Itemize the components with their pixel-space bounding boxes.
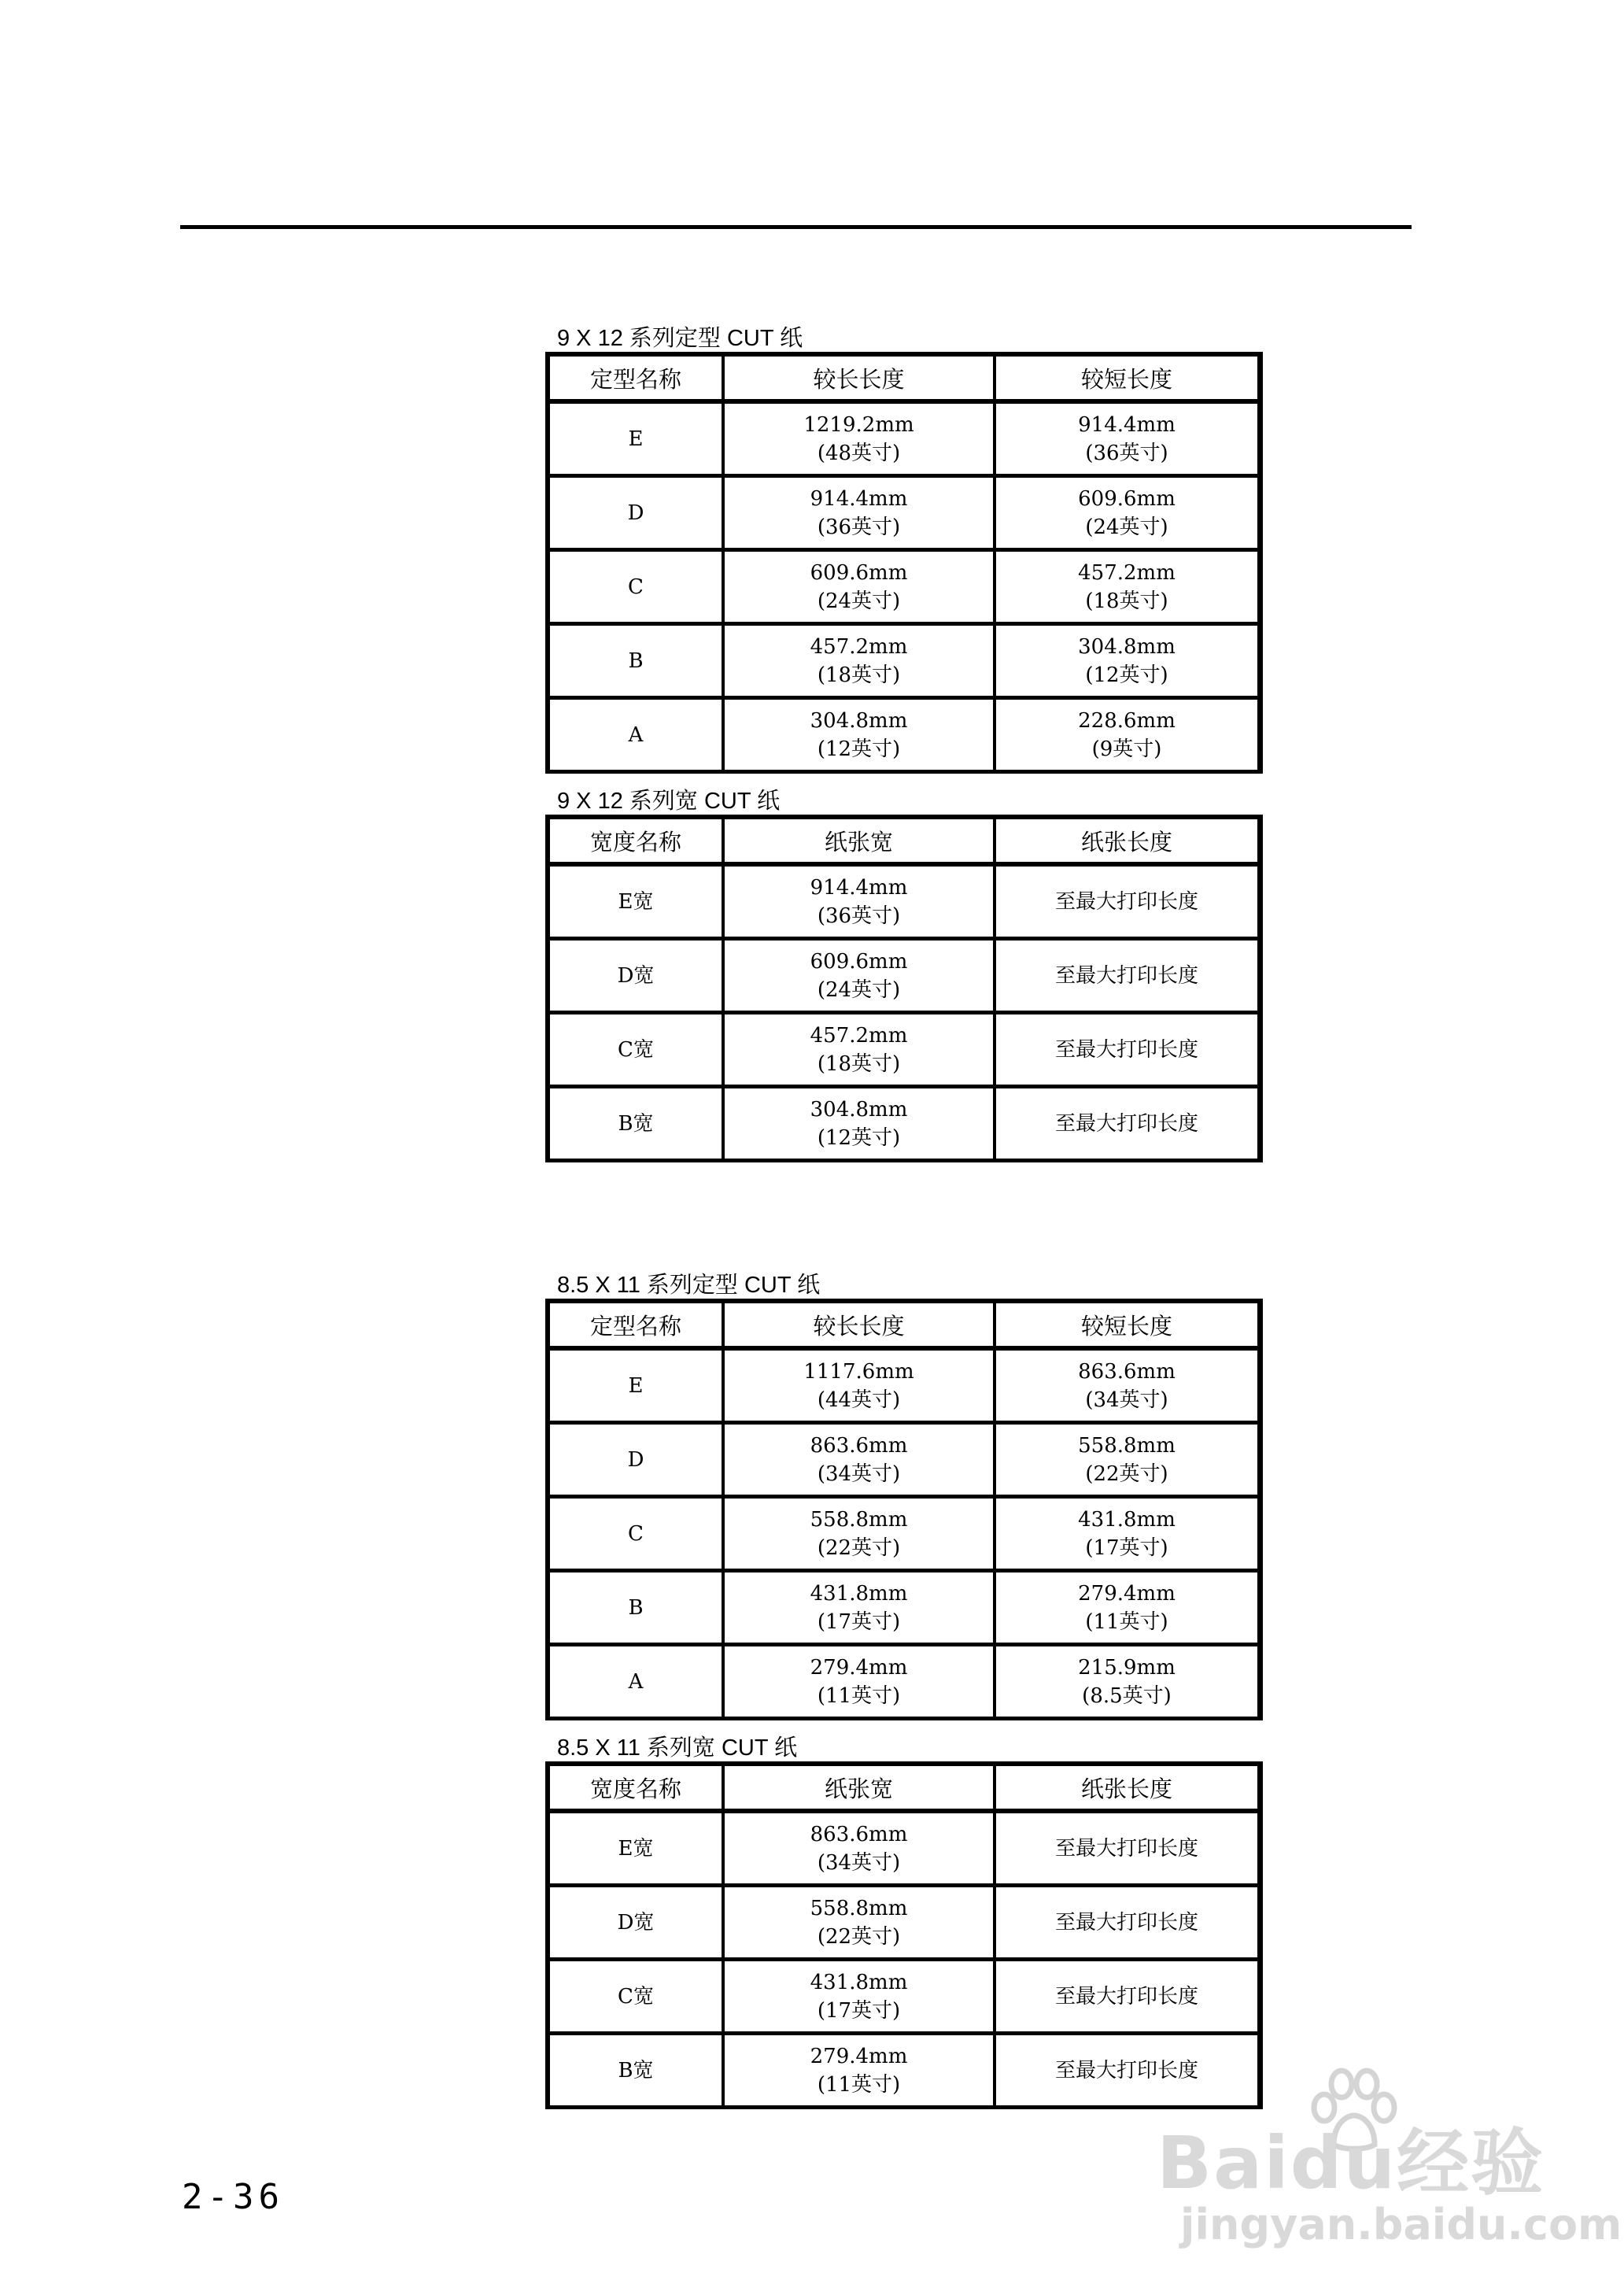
table-row (550, 700, 1257, 770)
paper-length-cell: 至最大打印长度 (996, 941, 1257, 1014)
section-8-5x11-fixed (545, 1272, 1263, 1720)
watermark-url: jingyan.baidu.com (1180, 2200, 1622, 2249)
long-length-cell (725, 1572, 996, 1646)
column-header: 纸张宽 (725, 1766, 996, 1813)
paper-length-cell: 至最大打印长度 (996, 1887, 1257, 1961)
inch-value: (8.5英寸) (1082, 1683, 1172, 1708)
section-8-5x11-wide (545, 1735, 1263, 2109)
table-row (550, 2035, 1257, 2105)
mm-value: 457.2mm (1078, 560, 1176, 585)
inch-value: (22英寸) (1085, 1462, 1168, 1486)
inch-value: (24英寸) (817, 589, 901, 613)
mm-value: 558.8mm (1078, 1433, 1176, 1458)
mm-value: 279.4mm (810, 2044, 908, 2068)
inch-value: (24英寸) (1085, 515, 1168, 539)
table-row (550, 1425, 1257, 1499)
short-length-cell (996, 1646, 1257, 1717)
inch-value: (12英寸) (817, 737, 901, 761)
size-name-cell: C宽 (550, 1961, 725, 2035)
paper-length-cell: 至最大打印长度 (996, 1813, 1257, 1887)
inch-value: (11英寸) (1085, 1609, 1168, 1634)
paper-size-table (545, 815, 1263, 1162)
long-length-cell (725, 478, 996, 552)
long-length-cell (725, 700, 996, 770)
paper-width-cell (725, 1088, 996, 1159)
mm-value: 1117.6mm (803, 1359, 914, 1384)
inch-value: (11英寸) (817, 2072, 901, 2097)
paper-size-table (545, 1299, 1263, 1720)
size-name-cell: B (550, 626, 725, 700)
column-header: 定型名称 (550, 1303, 725, 1351)
inch-value: (18英寸) (817, 663, 901, 687)
size-name-cell: B宽 (550, 1088, 725, 1159)
header-row (550, 1766, 1257, 1813)
table-caption: 9 X 12 系列宽 CUT 纸 (557, 789, 781, 814)
paper-width-cell (725, 1813, 996, 1887)
long-length-cell (725, 404, 996, 478)
mm-value: 609.6mm (1078, 486, 1176, 511)
column-header: 较短长度 (996, 357, 1257, 404)
inch-value: (12英寸) (1085, 663, 1168, 687)
size-name-cell: C (550, 1499, 725, 1572)
column-header: 宽度名称 (550, 819, 725, 867)
section-9x12-fixed (545, 325, 1263, 774)
column-header: 较短长度 (996, 1303, 1257, 1351)
size-name-cell: E (550, 404, 725, 478)
header-rule (180, 225, 1412, 229)
mm-value: 558.8mm (810, 1896, 908, 1920)
inch-value: (34英寸) (817, 1462, 901, 1486)
inch-value: (18英寸) (817, 1051, 901, 1076)
mm-value: 215.9mm (1078, 1655, 1176, 1680)
paper-width-cell (725, 1887, 996, 1961)
watermark-brand: Baidu经验 (1157, 2121, 1545, 2205)
mm-value: 431.8mm (810, 1970, 908, 1994)
inch-value: (12英寸) (817, 1125, 901, 1150)
mm-value: 914.4mm (810, 486, 908, 511)
inch-value: (36英寸) (817, 515, 901, 539)
size-name-cell: A (550, 700, 725, 770)
size-name-cell: E (550, 1351, 725, 1425)
size-name-cell: D (550, 478, 725, 552)
mm-value: 279.4mm (1078, 1581, 1176, 1606)
mm-value: 914.4mm (810, 875, 908, 900)
inch-value: (34英寸) (1085, 1388, 1168, 1412)
header-row (550, 819, 1257, 867)
table-row (550, 552, 1257, 626)
table-row (550, 1961, 1257, 2035)
column-header: 较长长度 (725, 1303, 996, 1351)
inch-value: (17英寸) (817, 1998, 901, 2023)
paper-length-cell: 至最大打印长度 (996, 1014, 1257, 1088)
paper-width-cell (725, 2035, 996, 2105)
size-name-cell: C (550, 552, 725, 626)
paper-length-cell: 至最大打印长度 (1054, 2058, 1198, 2082)
size-name-cell: A (550, 1646, 725, 1717)
inch-value: (18英寸) (1085, 589, 1168, 613)
inch-value: (22英寸) (817, 1924, 901, 1949)
table-row (550, 1572, 1257, 1646)
size-name-cell: E宽 (550, 1813, 725, 1887)
inch-value: (17英寸) (1085, 1536, 1168, 1560)
section-9x12-wide (545, 788, 1263, 1162)
table-caption: 9 X 12 系列定型 CUT 纸 (557, 326, 803, 351)
long-length-cell (725, 552, 996, 626)
column-header: 纸张宽 (725, 819, 996, 867)
short-length-cell (996, 700, 1257, 770)
mm-value: 304.8mm (810, 708, 908, 733)
paper-width-cell (725, 867, 996, 941)
paper-width-cell (725, 1961, 996, 2035)
paper-length-cell: 至最大打印长度 (996, 867, 1257, 941)
short-length-cell (996, 552, 1257, 626)
size-name-cell: B (550, 1572, 725, 1646)
table-caption: 8.5 X 11 系列定型 CUT 纸 (557, 1273, 821, 1298)
mm-value: 1219.2mm (803, 412, 914, 437)
long-length-cell (725, 1499, 996, 1572)
mm-value: 863.6mm (810, 1822, 908, 1846)
short-length-cell (996, 1351, 1257, 1425)
long-length-cell (725, 1425, 996, 1499)
header-row (550, 1303, 1257, 1351)
table-row (550, 867, 1257, 941)
inch-value: (44英寸) (817, 1388, 901, 1412)
inch-value: (11英寸) (817, 1683, 901, 1708)
mm-value: 609.6mm (810, 560, 908, 585)
mm-value: 431.8mm (1078, 1507, 1176, 1532)
mm-value: 431.8mm (810, 1581, 908, 1606)
paper-size-table (545, 352, 1263, 774)
column-header: 较长长度 (725, 357, 996, 404)
mm-value: 457.2mm (810, 634, 908, 659)
mm-value: 863.6mm (1078, 1359, 1176, 1384)
size-name-cell: E宽 (550, 867, 725, 941)
inch-value: (9英寸) (1091, 737, 1162, 761)
short-length-cell (996, 626, 1257, 700)
inch-value: (36英寸) (817, 904, 901, 928)
mm-value: 457.2mm (810, 1023, 908, 1048)
table-row (550, 1351, 1257, 1425)
mm-value: 304.8mm (1078, 634, 1176, 659)
mm-value: 863.6mm (810, 1433, 908, 1458)
table-row (550, 1646, 1257, 1717)
short-length-cell (996, 1572, 1257, 1646)
paper-width-cell (725, 941, 996, 1014)
inch-value: (34英寸) (817, 1850, 901, 1875)
column-header: 定型名称 (550, 357, 725, 404)
mm-value: 609.6mm (810, 949, 908, 974)
size-name-cell: B宽 (550, 2035, 725, 2105)
header-row (550, 357, 1257, 404)
inch-value: (24英寸) (817, 978, 901, 1002)
column-header: 纸张长度 (996, 819, 1257, 867)
column-header: 纸张长度 (996, 1766, 1257, 1813)
short-length-cell (996, 404, 1257, 478)
inch-value: (17英寸) (817, 1609, 901, 1634)
table-row (550, 626, 1257, 700)
paper-length-cell: 至最大打印长度 (1054, 1111, 1198, 1136)
inch-value: (36英寸) (1085, 441, 1168, 465)
table-row (550, 1813, 1257, 1887)
mm-value: 914.4mm (1078, 412, 1176, 437)
paper-size-table (545, 1761, 1263, 2109)
mm-value: 228.6mm (1078, 708, 1176, 733)
short-length-cell (996, 1499, 1257, 1572)
size-name-cell: D (550, 1425, 725, 1499)
table-row (550, 1887, 1257, 1961)
table-row (550, 1014, 1257, 1088)
paw-logo-icon (1302, 2062, 1404, 2156)
size-name-cell: C宽 (550, 1014, 725, 1088)
table-row (550, 1088, 1257, 1159)
inch-value: (48英寸) (817, 441, 901, 465)
mm-value: 279.4mm (810, 1655, 908, 1680)
paper-length-cell: 至最大打印长度 (996, 1961, 1257, 2035)
long-length-cell (725, 1351, 996, 1425)
inch-value: (22英寸) (817, 1536, 901, 1560)
table-row (550, 478, 1257, 552)
paper-width-cell (725, 1014, 996, 1088)
table-row (550, 1499, 1257, 1572)
long-length-cell (725, 1646, 996, 1717)
size-name-cell: D宽 (550, 941, 725, 1014)
long-length-cell (725, 626, 996, 700)
page-number: 2-36 (182, 2177, 284, 2217)
size-name-cell: D宽 (550, 1887, 725, 1961)
short-length-cell (996, 1425, 1257, 1499)
table-row (550, 404, 1257, 478)
column-header: 宽度名称 (550, 1766, 725, 1813)
table-caption: 8.5 X 11 系列宽 CUT 纸 (557, 1735, 798, 1761)
short-length-cell (996, 478, 1257, 552)
mm-value: 558.8mm (810, 1507, 908, 1532)
mm-value: 304.8mm (810, 1097, 908, 1122)
table-row (550, 941, 1257, 1014)
